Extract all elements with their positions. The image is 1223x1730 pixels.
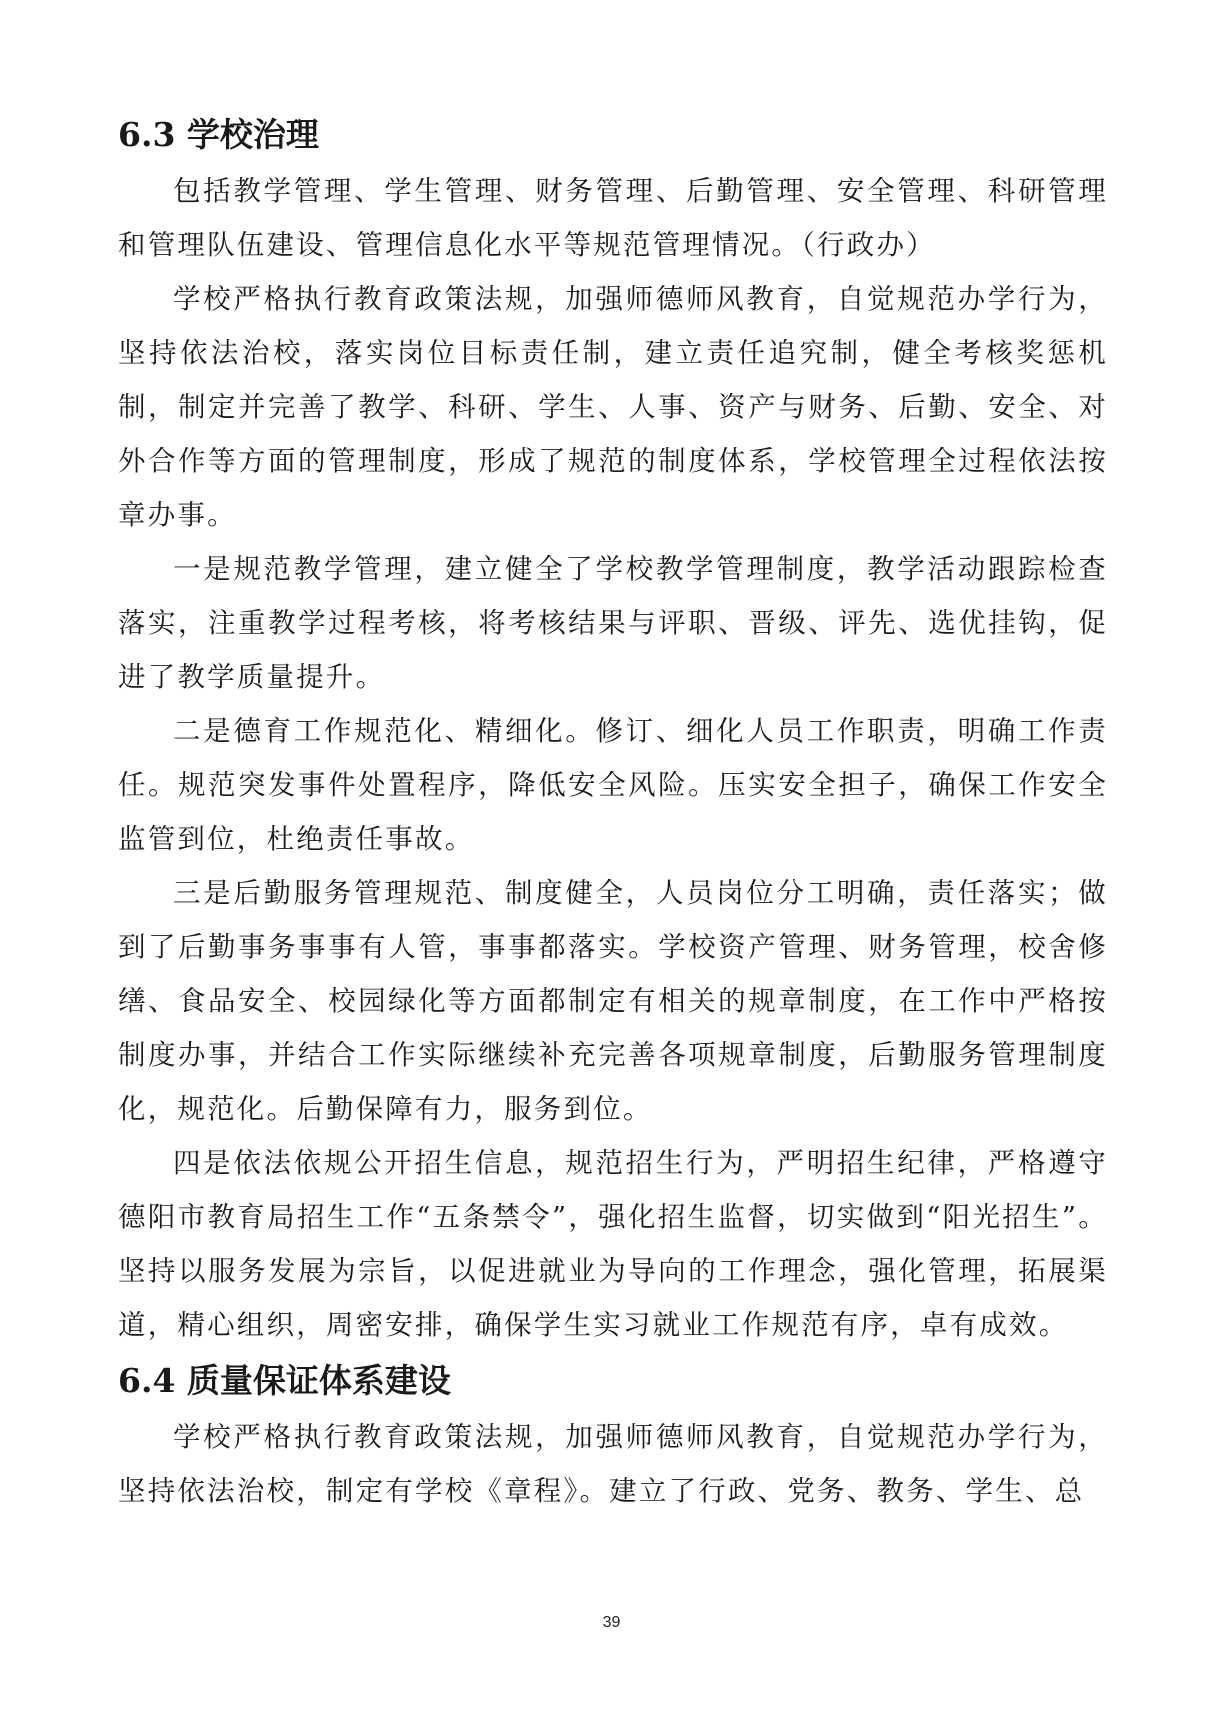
section-heading-6-4: 6.4 质量保证体系建设: [118, 1361, 451, 1400]
paragraph-quality-assurance: 学校严格执行教育政策法规，加强师德师风教育，自觉规范办学行为，坚持依法治校，制定有学校《章程》。建立了行政、党务、教务、学生、总: [118, 1421, 1108, 1507]
page-content: [118, 112, 1108, 1518]
page-number: 39: [602, 1614, 621, 1631]
section-heading-6-3: 6.3 学校治理: [118, 115, 319, 154]
paragraph-enrollment: 四是依法依规公开招生信息，规范招生行为，严明招生纪律，严格遵守德阳市教育局招生工作“五条禁令”，强化招生监督，切实做到“阳光招生”。坚持以服务发展为宗旨，以促进就业为导向的工作理念，强化管理，拓展渠道，精心组织，周密安排，确保学生实习就业工作规范有序，卓有成效。: [118, 1147, 1108, 1341]
paragraph-teaching-management: 一是规范教学管理，建立健全了学校教学管理制度，教学活动跟踪检查落实，注重教学过程考核，将考核结果与评职、晋级、评先、选优挂钩，促进了教学质量提升。: [118, 553, 1108, 693]
paragraph-scope: 包括教学管理、学生管理、财务管理、后勤管理、安全管理、科研管理和管理队伍建设、管理信息化水平等规范管理情况。（行政办）: [118, 175, 1108, 261]
paragraph-moral-education: 二是德育工作规范化、精细化。修订、细化人员工作职责，明确工作责任。规范突发事件处置程序，降低安全风险。压实安全担子，确保工作安全监管到位，杜绝责任事故。: [118, 715, 1108, 855]
paragraph-overview: 学校严格执行教育政策法规，加强师德师风教育，自觉规范办学行为，坚持依法治校，落实岗位目标责任制，建立责任追究制，健全考核奖惩机制，制定并完善了教学、科研、学生、人事、资产与财务、后勤、安全、对外合作等方面的管理制度，形成了规范的制度体系，学校管理全过程依法按章办事。: [118, 283, 1108, 531]
paragraph-logistics: 三是后勤服务管理规范、制度健全，人员岗位分工明确，责任落实；做到了后勤事务事事有人管，事事都落实。学校资产管理、财务管理，校舍修缮、食品安全、校园绿化等方面都制定有相关的规章制度，在工作中严格按制度办事，并结合工作实际继续补充完善各项规章制度，后勤服务管理制度化，规范化。后勤保障有力，服务到位。: [118, 877, 1108, 1125]
